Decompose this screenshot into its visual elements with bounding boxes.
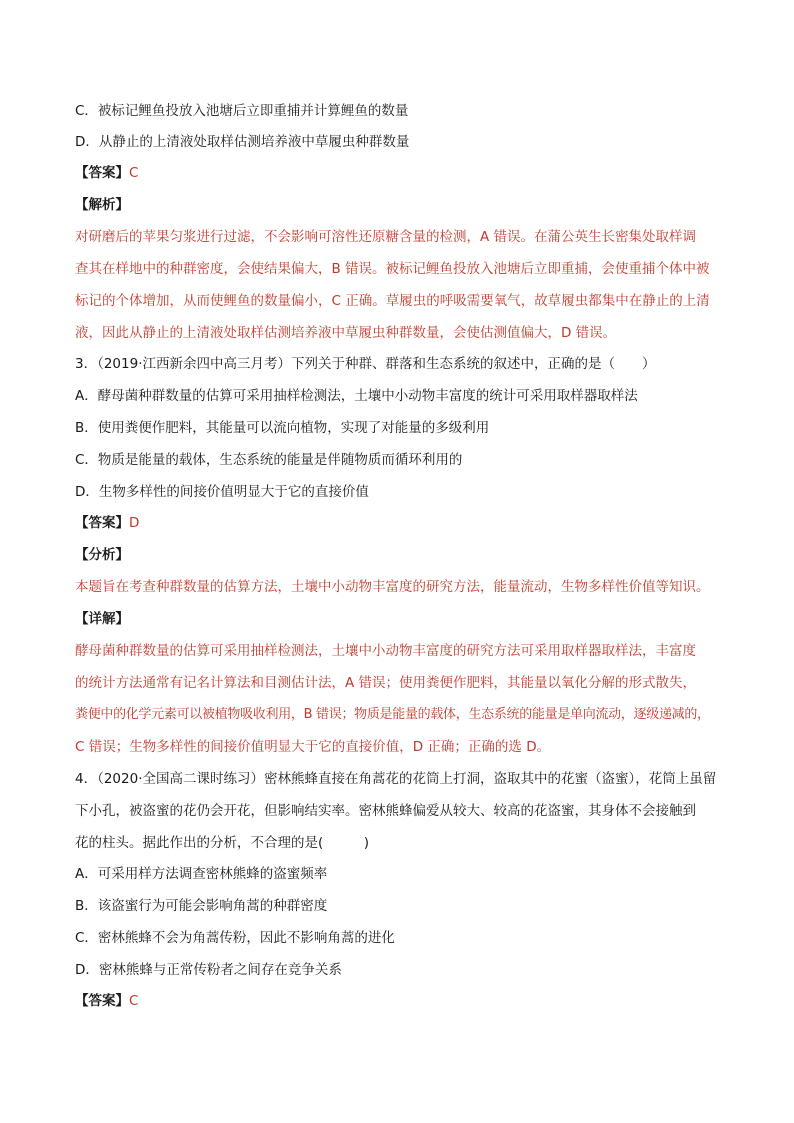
q3-option-b: B．使用粪便作肥料，其能量可以流向植物，实现了对能量的多级利用 [75, 420, 490, 436]
prev-option-c: C．被标记鲤鱼投放入池塘后立即重捕并计算鲤鱼的数量 [75, 103, 409, 119]
q3-option-a: A．酵母菌种群数量的估算可采用抽样检测法，土壤中小动物丰富度的统计可采用取样器取样法 [75, 388, 638, 404]
q4-option-b: B．该盗蜜行为可能会影响角蒿的种群密度 [75, 898, 328, 914]
analysis-line: 标记的个体增加，从而使鲤鱼的数量偏小，C 正确。草履虫的呼吸需要氧气，故草履虫都集中在静止的上清 [75, 293, 710, 309]
q4-stem-line: 花的柱头。据此作出的分析，不合理的是( ) [75, 835, 370, 851]
q4-option-a: A．可采用样方法调查密林熊蜂的盗蜜频率 [75, 866, 328, 882]
xiangjie-line: 粪便中的化学元素可以被植物吸收利用，B 错误；物质是能量的载体，生态系统的能量是单向流动，逐级递减的， [75, 707, 710, 722]
fenxi-tag: 【分析】 [75, 547, 129, 563]
xiangjie-tag: 【详解】 [75, 611, 129, 627]
q3-stem: 3．（2019·江西新余四中高三月考）下列关于种群、群落和生态系统的叙述中，正确的是（ ） [75, 356, 656, 372]
fenxi-text: 本题旨在考查种群数量的估算方法，土壤中小动物丰富度的研究方法，能量流动，生物多样性价值等知识。 [75, 579, 710, 595]
analysis-tag: 【解析】 [75, 197, 129, 213]
xiangjie-line: 酵母菌种群数量的估算可采用抽样检测法，土壤中小动物丰富度的研究方法可采用取样器取样法，丰富度 [75, 643, 696, 659]
analysis-line: 液，因此从静止的上清液处取样估测培养液中草履虫种群数量，会使估测值偏大，D 错误。 [75, 325, 617, 341]
xiangjie-line: C 错误；生物多样性的间接价值明显大于它的直接价值，D 正确；正确的选 D。 [75, 739, 551, 755]
answer-tag: 【答案】 [75, 515, 129, 531]
q4-answer [75, 991, 735, 1011]
prev-answer [75, 163, 735, 183]
answer-tag: 【答案】 [75, 993, 129, 1009]
answer-value: C [129, 993, 139, 1009]
xiangjie-line: 的统计方法通常有记名计算法和目测估计法，A 错误；使用粪便作肥料，其能量以氧化分解的形式散失， [75, 675, 697, 691]
q4-stem-line: 下小孔，被盗蜜的花仍会开花，但影响结实率。密林熊蜂偏爱从较大、较高的花盗蜜，其身体不会接触到 [75, 803, 696, 819]
q3-answer [75, 513, 735, 533]
answer-value: C [129, 165, 139, 181]
prev-option-d: D．从静止的上清液处取样估测培养液中草履虫种群数量 [75, 134, 410, 150]
q4-option-c: C．密林熊蜂不会为角蒿传粉，因此不影响角蒿的进化 [75, 930, 395, 946]
q4-option-d: D．密林熊蜂与正常传粉者之间存在竞争关系 [75, 962, 342, 978]
q3-option-c: C．物质是能量的载体，生态系统的能量是伴随物质而循环利用的 [75, 452, 463, 468]
q3-option-d: D．生物多样性的间接价值明显大于它的直接价值 [75, 484, 369, 500]
analysis-line: 对研磨后的苹果匀浆进行过滤，不会影响可溶性还原糖含量的检测，A 错误。在蒲公英生长密集处取样调 [75, 229, 697, 245]
answer-value: D [129, 515, 140, 531]
q4-stem-line: 4．（2020·全国高二课时练习）密林熊蜂直接在角蒿花的花筒上打洞，盗取其中的花蜜（盗蜜），花筒上虽留 [75, 771, 717, 787]
analysis-line: 查其在样地中的种群密度，会使结果偏大，B 错误。被标记鲤鱼投放入池塘后立即重捕，会使重捕个体中被 [75, 261, 710, 277]
answer-tag: 【答案】 [75, 165, 129, 181]
